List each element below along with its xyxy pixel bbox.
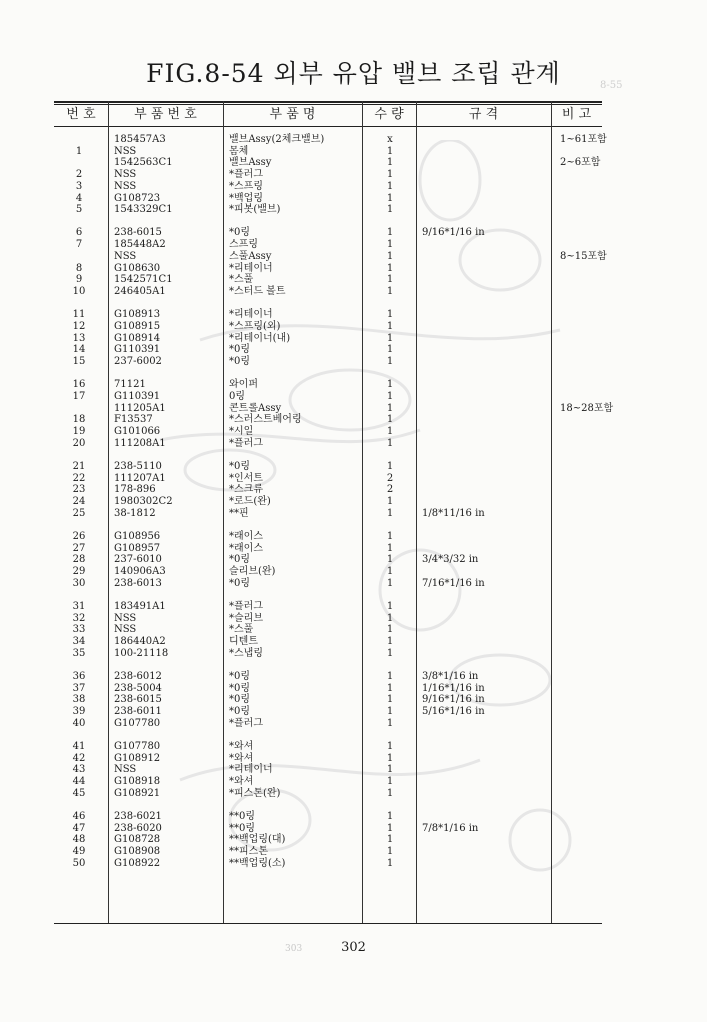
table-row xyxy=(0,193,707,205)
header-part-number: 부 품 번 호 xyxy=(134,107,197,122)
cell-name: **백업링(소) xyxy=(229,857,286,869)
cell-name: *플러그 xyxy=(229,437,263,449)
cell-name: *스프링(외) xyxy=(229,320,281,332)
cell-no: 2 xyxy=(75,169,83,181)
cell-qty: 1 xyxy=(386,145,394,157)
cell-part: 111207A1 xyxy=(114,472,166,484)
table-row xyxy=(0,181,707,193)
cell-name: *리테이너 xyxy=(229,262,273,274)
cell-no: 31 xyxy=(72,600,86,612)
table-row xyxy=(0,227,707,239)
table-row xyxy=(0,379,707,391)
cell-qty: 1 xyxy=(386,402,394,414)
cell-part: G108728 xyxy=(114,834,161,846)
cell-part: NSS xyxy=(114,764,137,776)
table-row xyxy=(0,169,707,181)
cell-no: 24 xyxy=(72,495,86,507)
cell-part: G110391 xyxy=(114,390,161,402)
cell-no: 27 xyxy=(72,542,86,554)
cell-name: **0링 xyxy=(229,810,256,822)
cell-note: 2~6포함 xyxy=(560,157,601,169)
cell-part: 238-6021 xyxy=(114,810,162,822)
cell-no: 5 xyxy=(75,204,83,216)
table-row xyxy=(0,438,707,450)
cell-part: F13537 xyxy=(114,414,153,426)
cell-qty: 1 xyxy=(386,285,394,297)
cell-qty: 1 xyxy=(386,612,394,624)
cell-qty: 1 xyxy=(386,600,394,612)
cell-note: 18~28포함 xyxy=(560,402,614,414)
cell-no: 8 xyxy=(75,262,83,274)
cell-name: *스크류 xyxy=(229,484,263,496)
table-row xyxy=(0,204,707,216)
cell-name: *0링 xyxy=(229,577,251,589)
cell-no: 1 xyxy=(75,145,83,157)
cell-no: 17 xyxy=(72,390,86,402)
cell-spec: 1/8*11/16 in xyxy=(422,507,485,519)
cell-part: 238-6013 xyxy=(114,577,162,589)
cell-no: 48 xyxy=(72,834,86,846)
cell-name: *0링 xyxy=(229,355,251,367)
cell-name: 몸체 xyxy=(229,145,249,157)
cell-name: *피봇(밸브) xyxy=(229,204,281,216)
table-row xyxy=(0,321,707,333)
cell-note: 1~61포함 xyxy=(560,134,607,145)
cell-part: 186440A2 xyxy=(114,635,166,647)
cell-no: 45 xyxy=(72,787,86,799)
table-row xyxy=(0,683,707,695)
cell-spec: 9/16*1/16 in xyxy=(422,694,485,706)
cell-qty: 1 xyxy=(386,705,394,717)
table-row xyxy=(0,274,707,286)
cell-no: 35 xyxy=(72,647,86,659)
cell-part: G108630 xyxy=(114,262,161,274)
cell-qty: 1 xyxy=(386,239,394,251)
cell-name: *백업링 xyxy=(229,192,263,204)
cell-qty: 1 xyxy=(386,169,394,181)
cell-name: *리테이너 xyxy=(229,309,273,321)
cell-qty: 1 xyxy=(386,274,394,286)
cell-no: 16 xyxy=(72,379,86,391)
cell-name: *리테이너 xyxy=(229,764,273,776)
cell-spec: 7/8*1/16 in xyxy=(422,822,479,834)
cell-part: G101066 xyxy=(114,425,161,437)
cell-no: 42 xyxy=(72,752,86,764)
cell-qty: 1 xyxy=(386,577,394,589)
cell-name: *스러스트베어링 xyxy=(229,414,302,426)
table-row xyxy=(0,694,707,706)
table-row xyxy=(0,426,707,438)
cell-no: 18 xyxy=(72,414,86,426)
header-note: 비 고 xyxy=(561,107,592,122)
cell-qty: 1 xyxy=(386,332,394,344)
table-row xyxy=(0,753,707,765)
table-row xyxy=(0,543,707,555)
cell-name: *스풀 xyxy=(229,274,254,286)
table-row xyxy=(0,391,707,403)
cell-spec: 3/4*3/32 in xyxy=(422,554,479,566)
cell-part: 237-6010 xyxy=(114,554,162,566)
table-header-rule xyxy=(54,126,602,127)
table-row xyxy=(0,601,707,613)
table-row xyxy=(0,846,707,858)
cell-name: *로드(완) xyxy=(229,495,271,507)
table-row xyxy=(0,834,707,846)
cell-qty: 1 xyxy=(386,565,394,577)
table-row xyxy=(0,146,707,158)
cell-spec: 9/16*1/16 in xyxy=(422,227,485,239)
cell-qty: 1 xyxy=(386,635,394,647)
table-row xyxy=(0,613,707,625)
cell-name: *0링 xyxy=(229,227,251,239)
cell-part: NSS xyxy=(114,145,137,157)
cell-no: 10 xyxy=(72,285,86,297)
cell-no: 23 xyxy=(72,484,86,496)
cell-part: 111205A1 xyxy=(114,402,166,414)
cell-name: *0링 xyxy=(229,670,251,682)
table-row xyxy=(0,624,707,636)
cell-name: *스터드 볼트 xyxy=(229,285,286,297)
cell-part: G108908 xyxy=(114,845,161,857)
cell-no: 20 xyxy=(72,437,86,449)
cell-name: 와이퍼 xyxy=(229,379,258,391)
cell-name: *래이스 xyxy=(229,530,263,542)
cell-spec: 1/16*1/16 in xyxy=(422,682,485,694)
cell-name: *인서트 xyxy=(229,472,263,484)
table-row xyxy=(0,764,707,776)
table-row xyxy=(0,578,707,590)
cell-qty: 1 xyxy=(386,344,394,356)
table-row xyxy=(0,531,707,543)
cell-part: 185457A3 xyxy=(114,134,166,145)
cell-qty: 1 xyxy=(386,530,394,542)
table-row xyxy=(0,403,707,415)
table-row xyxy=(0,473,707,485)
cell-part: 238-6020 xyxy=(114,822,162,834)
cell-part: NSS xyxy=(114,169,137,181)
cell-part: NSS xyxy=(114,180,137,192)
table-bottom-rule xyxy=(54,923,602,924)
cell-qty: 1 xyxy=(386,810,394,822)
cell-name: *와셔 xyxy=(229,752,254,764)
table-row xyxy=(0,484,707,496)
table-row xyxy=(0,858,707,870)
cell-no: 9 xyxy=(75,274,83,286)
cell-no: 11 xyxy=(72,309,86,321)
cell-no: 34 xyxy=(72,635,86,647)
cell-name: *플러그 xyxy=(229,169,263,181)
cell-qty: 1 xyxy=(386,355,394,367)
cell-qty: 1 xyxy=(386,542,394,554)
table-row xyxy=(0,496,707,508)
cell-part: G108921 xyxy=(114,787,161,799)
faint-figure-mark: 8-55 xyxy=(600,80,623,91)
cell-part: 238-5004 xyxy=(114,682,162,694)
cell-qty: 1 xyxy=(386,845,394,857)
cell-name: *리테이너(내) xyxy=(229,332,291,344)
cell-no: 3 xyxy=(75,180,83,192)
table-row xyxy=(0,309,707,321)
cell-no: 38 xyxy=(72,694,86,706)
table-row xyxy=(0,134,707,146)
cell-name: *0링 xyxy=(229,682,251,694)
cell-part: G107780 xyxy=(114,717,161,729)
cell-no: 49 xyxy=(72,845,86,857)
cell-part: G108913 xyxy=(114,309,161,321)
cell-no: 29 xyxy=(72,565,86,577)
cell-qty: 1 xyxy=(386,414,394,426)
cell-qty: 1 xyxy=(386,157,394,169)
table-row xyxy=(0,286,707,298)
cell-part: G108914 xyxy=(114,332,161,344)
cell-part: NSS xyxy=(114,624,137,636)
cell-qty: 1 xyxy=(386,764,394,776)
cell-part: NSS xyxy=(114,612,137,624)
cell-no: 41 xyxy=(72,740,86,752)
cell-name: **백업링(대) xyxy=(229,834,286,846)
cell-part: G110391 xyxy=(114,344,161,356)
cell-name: 0링 xyxy=(229,390,246,402)
cell-name: 콘트롤Assy xyxy=(229,402,282,414)
cell-qty: 1 xyxy=(386,320,394,332)
table-row xyxy=(0,508,707,520)
cell-qty: 1 xyxy=(386,857,394,869)
cell-part: G108922 xyxy=(114,857,161,869)
cell-name: *0링 xyxy=(229,554,251,566)
cell-name: *스냅링 xyxy=(229,647,263,659)
cell-spec: 7/16*1/16 in xyxy=(422,577,485,589)
cell-qty: 2 xyxy=(386,484,394,496)
cell-part: 1542571C1 xyxy=(114,274,173,286)
cell-part: 238-6011 xyxy=(114,705,162,717)
cell-no: 46 xyxy=(72,810,86,822)
table-row xyxy=(0,566,707,578)
cell-name: *플러그 xyxy=(229,717,263,729)
cell-name: 디텐트 xyxy=(229,635,258,647)
cell-qty: 1 xyxy=(386,740,394,752)
cell-name: **0링 xyxy=(229,822,256,834)
cell-qty: 1 xyxy=(386,390,394,402)
ghost-page-number: 303 xyxy=(285,944,303,954)
cell-qty: 1 xyxy=(386,694,394,706)
cell-part: 140906A3 xyxy=(114,565,166,577)
cell-name: *0링 xyxy=(229,344,251,356)
cell-name: 스프링 xyxy=(229,239,258,251)
cell-part: 1542563C1 xyxy=(114,157,173,169)
cell-name: 밸브Assy xyxy=(229,157,272,169)
cell-part: G108912 xyxy=(114,752,161,764)
cell-no: 44 xyxy=(72,775,86,787)
cell-no: 50 xyxy=(72,857,86,869)
cell-note: 8~15포함 xyxy=(560,250,607,262)
table-row xyxy=(0,636,707,648)
cell-qty: 1 xyxy=(386,425,394,437)
cell-name: *플러그 xyxy=(229,600,263,612)
cell-qty: 1 xyxy=(386,495,394,507)
table-row xyxy=(0,706,707,718)
table-row xyxy=(0,356,707,368)
cell-part: G107780 xyxy=(114,740,161,752)
cell-qty: 1 xyxy=(386,822,394,834)
cell-part: 1543329C1 xyxy=(114,204,173,216)
cell-part: 238-6012 xyxy=(114,670,162,682)
cell-name: *래이스 xyxy=(229,542,263,554)
cell-qty: 1 xyxy=(386,624,394,636)
cell-part: G108723 xyxy=(114,192,161,204)
cell-no: 30 xyxy=(72,577,86,589)
cell-part: 238-6015 xyxy=(114,227,162,239)
cell-part: 183491A1 xyxy=(114,600,166,612)
cell-qty: 1 xyxy=(386,775,394,787)
cell-part: 185448A2 xyxy=(114,239,166,251)
cell-qty: 1 xyxy=(386,250,394,262)
cell-name: **핀 xyxy=(229,507,249,519)
page-number: 302 xyxy=(341,940,366,955)
cell-name: *와셔 xyxy=(229,775,254,787)
cell-qty: 1 xyxy=(386,379,394,391)
table-row xyxy=(0,461,707,473)
cell-part: 238-5110 xyxy=(114,460,162,472)
cell-no: 40 xyxy=(72,717,86,729)
cell-no: 4 xyxy=(75,192,83,204)
cell-no: 36 xyxy=(72,670,86,682)
table-row xyxy=(0,741,707,753)
cell-part: 178-896 xyxy=(114,484,156,496)
cell-name: *피스톤(완) xyxy=(229,787,281,799)
cell-part: 246405A1 xyxy=(114,285,166,297)
cell-part: 238-6015 xyxy=(114,694,162,706)
table-row xyxy=(0,239,707,251)
table-row xyxy=(0,554,707,566)
cell-name: *시일 xyxy=(229,425,254,437)
cell-spec: 5/16*1/16 in xyxy=(422,705,485,717)
cell-qty: 1 xyxy=(386,717,394,729)
cell-no: 6 xyxy=(75,227,83,239)
cell-part: 100-21118 xyxy=(114,647,169,659)
cell-name: *0링 xyxy=(229,694,251,706)
cell-name: **피스톤 xyxy=(229,845,268,857)
table-row xyxy=(0,823,707,835)
cell-qty: 1 xyxy=(386,670,394,682)
cell-no: 28 xyxy=(72,554,86,566)
header-no: 번 호 xyxy=(66,107,96,122)
table-top-rule xyxy=(54,101,602,103)
cell-spec: 3/8*1/16 in xyxy=(422,670,479,682)
cell-qty: 1 xyxy=(386,834,394,846)
cell-qty: 1 xyxy=(386,647,394,659)
cell-name: 밸브Assy(2체크밸브) xyxy=(229,134,325,145)
cell-qty: 1 xyxy=(386,752,394,764)
cell-qty: 1 xyxy=(386,682,394,694)
cell-no: 25 xyxy=(72,507,86,519)
table-row xyxy=(0,333,707,345)
cell-qty: 1 xyxy=(386,507,394,519)
cell-qty: 1 xyxy=(386,204,394,216)
cell-qty: 1 xyxy=(386,437,394,449)
cell-name: *0링 xyxy=(229,460,251,472)
cell-part: G108956 xyxy=(114,530,161,542)
cell-qty: 1 xyxy=(386,309,394,321)
cell-name: *와셔 xyxy=(229,740,254,752)
cell-no: 21 xyxy=(72,460,86,472)
cell-part: 111208A1 xyxy=(114,437,166,449)
cell-name: *스프링 xyxy=(229,180,263,192)
cell-no: 22 xyxy=(72,472,86,484)
cell-part: 71121 xyxy=(114,379,146,391)
cell-no: 7 xyxy=(75,239,83,251)
header-part-name: 부 품 명 xyxy=(269,107,316,122)
cell-part: 237-6002 xyxy=(114,355,162,367)
cell-qty: 1 xyxy=(386,227,394,239)
cell-part: G108915 xyxy=(114,320,161,332)
cell-name: 슬리브(완) xyxy=(229,565,276,577)
table-row xyxy=(0,811,707,823)
cell-no: 32 xyxy=(72,612,86,624)
cell-name: *스풀 xyxy=(229,624,254,636)
table-row xyxy=(0,157,707,169)
cell-qty: 1 xyxy=(386,787,394,799)
cell-part: NSS xyxy=(114,250,137,262)
cell-qty: 2 xyxy=(386,472,394,484)
cell-name: *0링 xyxy=(229,705,251,717)
cell-no: 39 xyxy=(72,705,86,717)
table-row xyxy=(0,776,707,788)
cell-qty: 1 xyxy=(386,460,394,472)
table-row xyxy=(0,788,707,800)
cell-no: 12 xyxy=(72,320,86,332)
cell-name: *슬리브 xyxy=(229,612,263,624)
cell-no: 33 xyxy=(72,624,86,636)
cell-name: 스풀Assy xyxy=(229,250,272,262)
page-title: FIG.8-54 외부 유압 밸브 조립 관계 xyxy=(146,59,561,88)
cell-no: 19 xyxy=(72,425,86,437)
table-row xyxy=(0,648,707,660)
cell-qty: 1 xyxy=(386,554,394,566)
table-row xyxy=(0,251,707,263)
cell-part: G108957 xyxy=(114,542,161,554)
cell-part: 1980302C2 xyxy=(114,495,173,507)
cell-qty: 1 xyxy=(386,262,394,274)
header-quantity: 수 량 xyxy=(374,107,404,122)
cell-part: G108918 xyxy=(114,775,161,787)
cell-qty: x xyxy=(387,134,393,145)
table-row xyxy=(0,344,707,356)
cell-no: 43 xyxy=(72,764,86,776)
cell-part: 38-1812 xyxy=(114,507,156,519)
table-row xyxy=(0,718,707,730)
cell-no: 26 xyxy=(72,530,86,542)
cell-no: 47 xyxy=(72,822,86,834)
cell-no: 13 xyxy=(72,332,86,344)
table-row xyxy=(0,671,707,683)
cell-no: 37 xyxy=(72,682,86,694)
table-row xyxy=(0,414,707,426)
header-spec: 규 격 xyxy=(468,107,499,122)
cell-no: 15 xyxy=(72,355,86,367)
cell-qty: 1 xyxy=(386,192,394,204)
table-row xyxy=(0,263,707,275)
cell-qty: 1 xyxy=(386,180,394,192)
cell-no: 14 xyxy=(72,344,86,356)
